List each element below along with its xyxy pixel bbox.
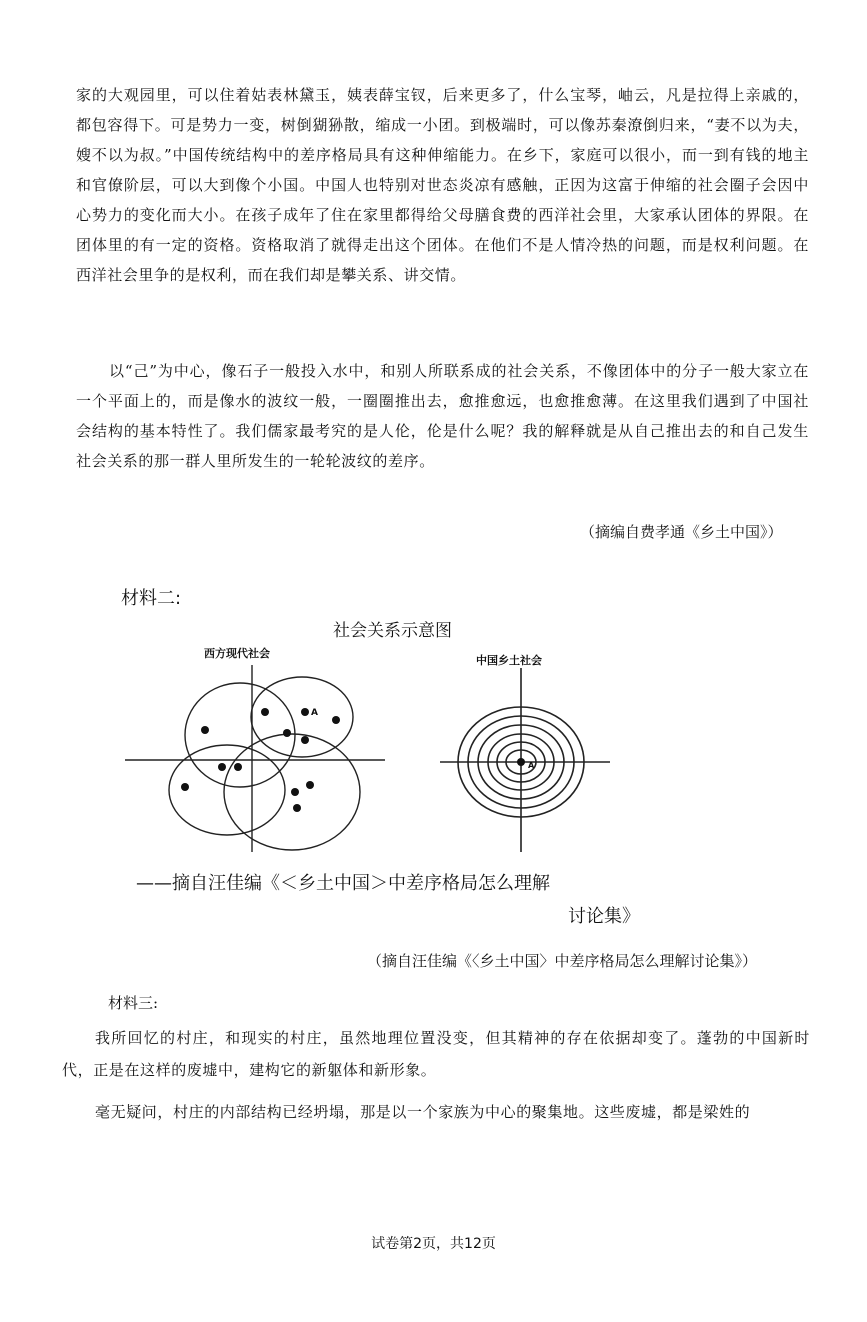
page-footer: 试卷第2页，共12页 <box>371 1236 496 1252</box>
western-point <box>283 729 291 737</box>
western-point <box>332 716 340 724</box>
chinese-society-diagram <box>440 668 610 852</box>
material1-source: （摘编自费孝通《乡土中国》） <box>580 523 783 541</box>
western-point <box>293 804 301 812</box>
material2-source: （摘自汪佳编《〈乡土中国〉中差序格局怎么理解讨论集》） <box>367 952 758 970</box>
western-point-label: A <box>311 708 318 718</box>
chinese-society-title: 中国乡土社会 <box>476 654 542 667</box>
western-point <box>181 783 189 791</box>
western-point <box>218 763 226 771</box>
western-point <box>201 726 209 734</box>
western-society-diagram <box>125 665 385 852</box>
western-point <box>291 788 299 796</box>
material3-paragraph-2: 毫无疑问，村庄的内部结构已经坍塌，那是以一个家族为中心的聚集地。这些废墟，都是梁姓的 <box>95 1103 751 1121</box>
western-point <box>306 781 314 789</box>
diagram-caption-line-1: ——摘自汪佳编《＜乡土中国＞中差序格局怎么理解 <box>136 873 550 894</box>
material1-paragraph-1: 家的大观园里，可以住着姑表林黛玉，姨表薛宝钗，后来更多了，什么宝琴，岫云，凡是拉得上亲戚的，都包容得下。可是势力一变，树倒猢狲散，缩成一小团。到极端时，可以像苏秦潦倒归来，“妻不以为夫，嫂不以为叔。”中国传统结构中的差序格局具有这种伸缩能力。在乡下，家庭可以很小，而一到有钱的地主和官僚阶层，可以大到像个小国。中国人也特别对世态炎凉有感触，正因为这富于伸缩的社会圈子会因中心势力的变化而大小。在孩子成年了住在家里都得给父母膳食费的西洋社会里，大家承认团体的界限。在团体里的有一定的资格。资格取消了就得走出这个团体。在他们不是人情冷热的问题，而是权利问题。在西洋社会里争的是权利，而在我们却是攀关系、讲交情。 <box>76 86 809 284</box>
material1-paragraph-2: 以“己”为中心，像石子一般投入水中，和别人所联系成的社会关系，不像团体中的分子一般大家立在一个平面上的，而是像水的波纹一般，一圈圈推出去，愈推愈远，也愈推愈薄。在这里我们遇到了中国社会结构的基本特性了。我们儒家最考究的是人伦，伦是什么呢？我的解释就是从自己推出去的和自己发生社会关系的那一群人里所发生的一轮轮波纹的差序。 <box>76 362 809 470</box>
western-society-title: 西方现代社会 <box>204 647 270 660</box>
material3-paragraph-1: 我所回忆的村庄，和现实的村庄，虽然地理位置没变，但其精神的存在依据却变了。蓬勃的中国新时代，正是在这样的废墟中，建构它的新躯体和新形象。 <box>62 1029 810 1079</box>
chinese-center-point <box>517 758 525 766</box>
western-point-a <box>301 708 309 716</box>
western-point <box>234 763 242 771</box>
material3-label: 材料三: <box>108 994 159 1012</box>
diagram-caption-line-2: 讨论集》 <box>568 906 640 927</box>
material2-label: 材料二: <box>121 588 182 609</box>
chinese-point-label: A <box>528 761 535 770</box>
diagram-title: 社会关系示意图 <box>333 621 452 641</box>
western-point <box>261 708 269 716</box>
western-point <box>301 736 309 744</box>
